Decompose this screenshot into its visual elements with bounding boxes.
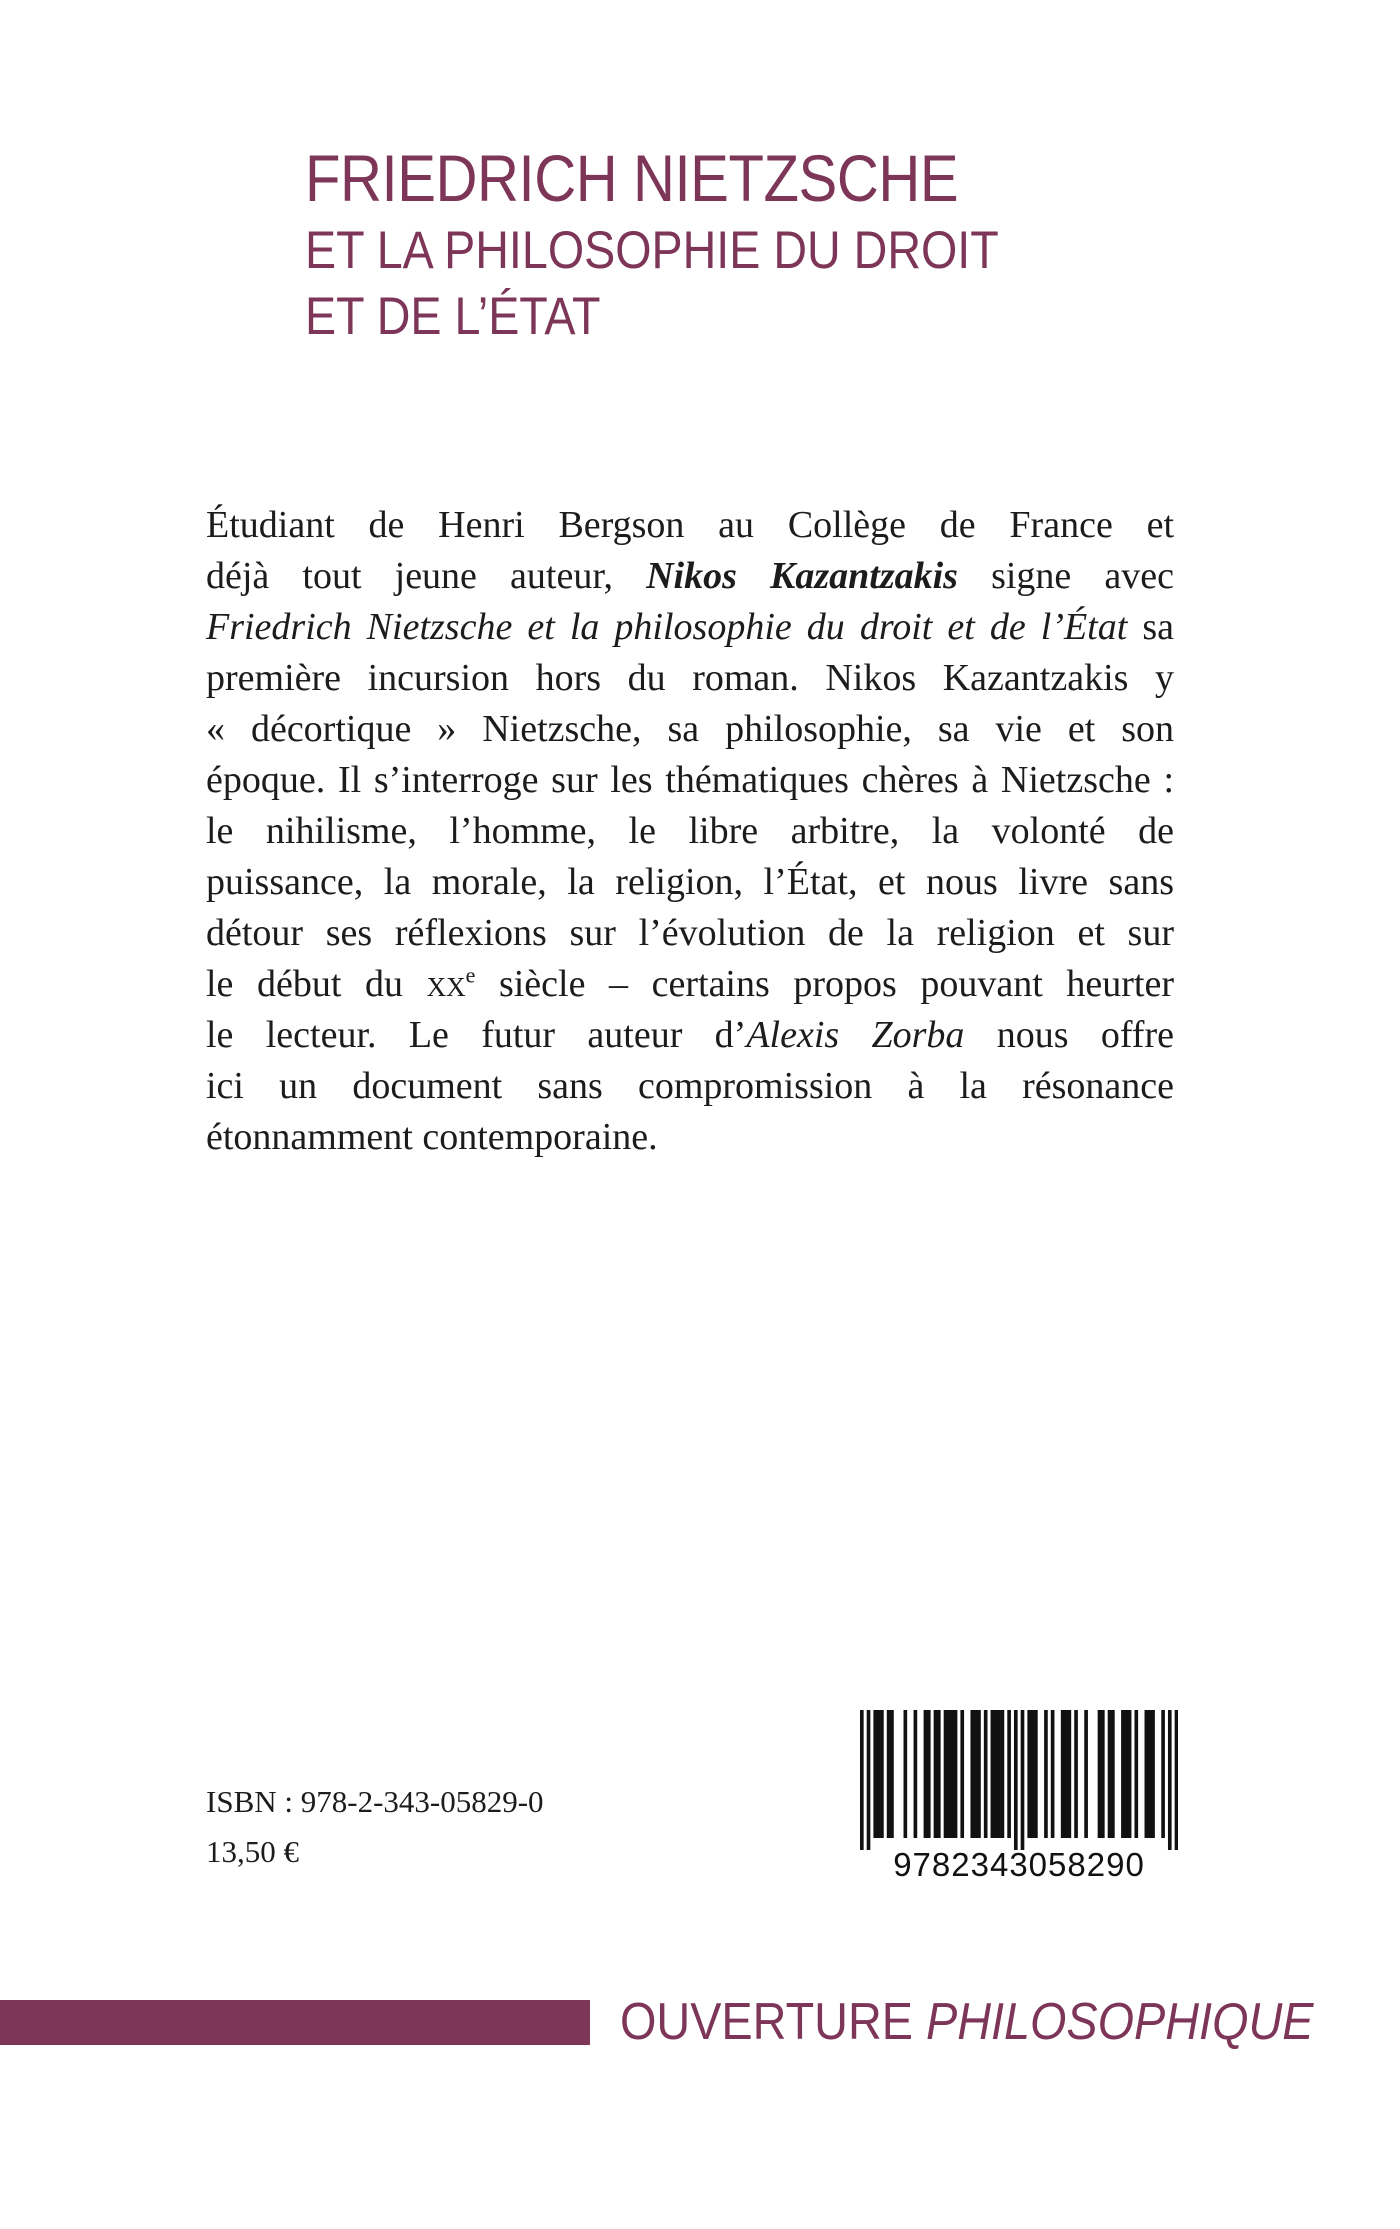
century-numeral: xx [426, 963, 466, 1005]
century-superscript: e [465, 962, 476, 988]
barcode-bar [890, 1710, 894, 1838]
barcode-bar [997, 1710, 1001, 1838]
barcode-bar [1128, 1710, 1132, 1838]
barcode-bars [860, 1710, 1178, 1850]
title-line-2: ET LA PHILOSOPHIE DU DROIT [305, 221, 999, 280]
barcode-bar [924, 1710, 928, 1838]
book-title [305, 138, 1205, 350]
barcode-bar [1061, 1710, 1065, 1838]
barcode-bar [994, 1710, 998, 1838]
barcode-bar [1027, 1710, 1031, 1838]
barcode-bar [937, 1710, 941, 1838]
work-title-italic: Alexis Zorba [746, 1014, 965, 1056]
barcode-bar [947, 1710, 951, 1838]
barcode-bar [1151, 1710, 1155, 1838]
barcode-bar [1168, 1710, 1172, 1850]
blurb-line: « décortique » Nietzsche, sa philosophie, sa vie et son [206, 708, 1174, 750]
barcode-bar [1068, 1710, 1072, 1838]
barcode-bar [934, 1710, 938, 1838]
blurb-text: le début du [206, 963, 427, 1005]
barcode-bar [1051, 1710, 1055, 1838]
barcode-bar [974, 1710, 978, 1838]
barcode-bar [1074, 1710, 1078, 1838]
author-name: Nikos Kazantzakis [646, 555, 958, 597]
barcode-bar [1124, 1710, 1128, 1838]
collection-name [620, 1991, 1313, 2053]
blurb-line [206, 959, 1174, 1010]
barcode-bar [867, 1710, 871, 1850]
barcode-bar [1021, 1710, 1025, 1850]
collection-name-part1: OUVERTURE [620, 1993, 926, 2051]
blurb-line: époque. Il s’interroge sur les thématiques chères à Nietzsche : [206, 759, 1174, 801]
blurb-line: détour ses réflexions sur l’évolution de la religion et sur [206, 912, 1174, 954]
collection-name-part2: PHILOSOPHIQUE [925, 1993, 1314, 2051]
barcode-bar [1175, 1710, 1178, 1850]
barcode-bar [1111, 1710, 1115, 1838]
blurb-text: signe avec [957, 555, 1175, 597]
blurb-text: nous offre [964, 1014, 1174, 1056]
barcode-bar [1001, 1710, 1005, 1838]
barcode-bar [954, 1710, 958, 1838]
collection-bar [0, 2000, 590, 2045]
barcode-bar [927, 1710, 931, 1838]
barcode-bar [1014, 1710, 1018, 1850]
blurb-text: le lecteur. Le futur auteur d’ [206, 1014, 747, 1056]
blurb-text: siècle – certains propos pouvant heurter [475, 963, 1174, 1005]
blurb-line: Étudiant de Henri Bergson au Collège de France et [206, 504, 1174, 546]
barcode-bar [984, 1710, 988, 1838]
barcode-bar [1101, 1710, 1105, 1838]
barcode-bar [960, 1710, 964, 1838]
blurb-line: puissance, la morale, la religion, l’État, et nous livre sans [206, 861, 1174, 903]
barcode-bar [873, 1710, 877, 1838]
barcode-digits: 9782343058290 [893, 1846, 1145, 1883]
blurb-text: sa [1127, 606, 1174, 648]
barcode-bar [1034, 1710, 1038, 1838]
barcode-bar [991, 1710, 995, 1838]
barcode-bar [1007, 1710, 1011, 1838]
barcode-bar [1121, 1710, 1125, 1838]
isbn-text: ISBN : 978-2-343-05829-0 [206, 1784, 544, 1819]
barcode-bar [1031, 1710, 1035, 1838]
price-text: 13,50 € [206, 1834, 299, 1869]
barcode-bar [904, 1710, 908, 1838]
blurb-line: le nihilisme, l’homme, le libre arbitre, la volonté de [206, 810, 1174, 852]
barcode-bar [887, 1710, 891, 1838]
title-line-3: ET DE L’ÉTAT [305, 287, 601, 346]
blurb-line [206, 551, 1174, 602]
barcode-bar [877, 1710, 881, 1838]
barcode-bar [1084, 1710, 1088, 1838]
barcode-bar [860, 1710, 864, 1850]
barcode-bar [1134, 1710, 1138, 1838]
barcode-bar [1098, 1710, 1102, 1838]
barcode-bar [1161, 1710, 1165, 1838]
blurb-line [206, 602, 1174, 653]
book-title-italic: Friedrich Nietzsche et la philosophie du droit et de l’État [206, 606, 1128, 648]
barcode-bar [1145, 1710, 1149, 1838]
barcode-bar [944, 1710, 948, 1838]
blurb-line: première incursion hors du roman. Nikos Kazantzakis y [206, 657, 1174, 699]
barcode-bar [914, 1710, 918, 1838]
barcode-bar [950, 1710, 954, 1838]
blurb-line: ici un document sans compromission à la résonance [206, 1065, 1174, 1107]
barcode-bar [880, 1710, 884, 1838]
blurb-text: déjà tout jeune auteur, [206, 555, 647, 597]
title-line-1: FRIEDRICH NIETZSCHE [305, 141, 959, 215]
blurb-line [206, 1010, 1174, 1061]
barcode-bar [1148, 1710, 1152, 1838]
barcode-bar [1108, 1710, 1112, 1838]
back-cover-blurb [206, 500, 1174, 1163]
barcode-bar [970, 1710, 974, 1838]
barcode-bar [1044, 1710, 1048, 1838]
blurb-line: étonnamment contemporaine. [206, 1116, 658, 1158]
barcode-bar [1064, 1710, 1068, 1838]
barcode [860, 1710, 1178, 1886]
barcode-bar [977, 1710, 981, 1838]
